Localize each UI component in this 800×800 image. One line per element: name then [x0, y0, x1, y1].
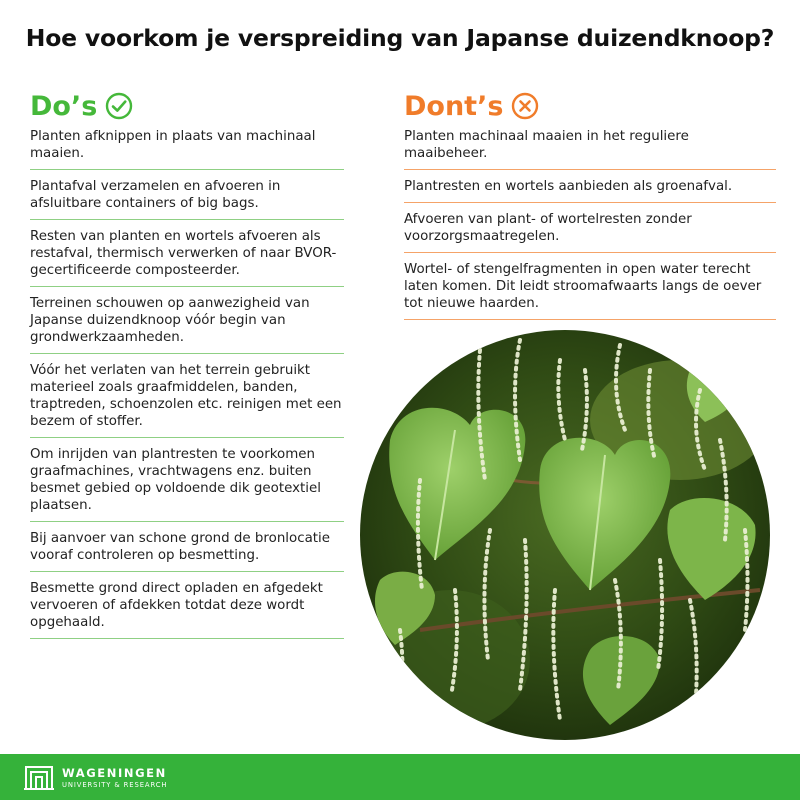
dos-item: Planten afknippen in plaats van machinaal maaien.: [30, 128, 344, 170]
dos-heading-label: Do’s: [30, 90, 98, 122]
donts-list: [404, 128, 776, 328]
page-title: Hoe voorkom je verspreiding van Japanse duizendknoop?: [25, 24, 775, 52]
check-circle-icon: [105, 92, 133, 120]
donts-item: Planten machinaal maaien in het reguliere maaibeheer.: [404, 128, 776, 170]
donts-heading-label: Dont’s: [404, 90, 504, 122]
dos-item: Vóór het verlaten van het terrein gebruikt materieel zoals graafmiddelen, banden, traptreden, schoenzolen etc. reinigen met een bezem of stoffer.: [30, 362, 344, 438]
donts-item: Afvoeren van plant- of wortelresten zonder voorzorgsmaatregelen.: [404, 211, 776, 253]
cross-circle-icon: [511, 92, 539, 120]
knotweed-photo: [360, 330, 770, 740]
dos-item: Plantafval verzamelen en afvoeren in afsluitbare containers of big bags.: [30, 178, 344, 220]
dos-item: Terreinen schouwen op aanwezigheid van Japanse duizendknoop vóór begin van grondwerkzaamheden.: [30, 295, 344, 354]
logo-subtitle: UNIVERSITY & RESEARCH: [62, 781, 168, 789]
wur-logo-icon: [24, 763, 54, 791]
dos-list: [30, 128, 344, 647]
dos-item: Om inrijden van plantresten te voorkomen graafmachines, vrachtwagens enz. buiten besmet gebied op voldoende dik geotextiel plaatsen.: [30, 446, 344, 522]
donts-item: Plantresten en wortels aanbieden als groenafval.: [404, 178, 776, 203]
logo-name: WAGENINGEN: [62, 766, 167, 780]
dos-item: Resten van planten en wortels afvoeren als restafval, thermisch verwerken of naar BVOR-gecertificeerde composteerder.: [30, 228, 344, 287]
donts-item: Wortel- of stengelfragmenten in open water terecht laten komen. Dit leidt stroomafwaarts langs de oever tot nieuwe haarden.: [404, 261, 776, 320]
footer-bar: [0, 754, 800, 800]
dos-item: Besmette grond direct opladen en afgedekt vervoeren of afdekken totdat deze wordt opgehaald.: [30, 580, 344, 639]
donts-heading: [404, 88, 539, 124]
dos-item: Bij aanvoer van schone grond de bronlocatie vooraf controleren op besmetting.: [30, 530, 344, 572]
dos-heading: [30, 88, 133, 124]
